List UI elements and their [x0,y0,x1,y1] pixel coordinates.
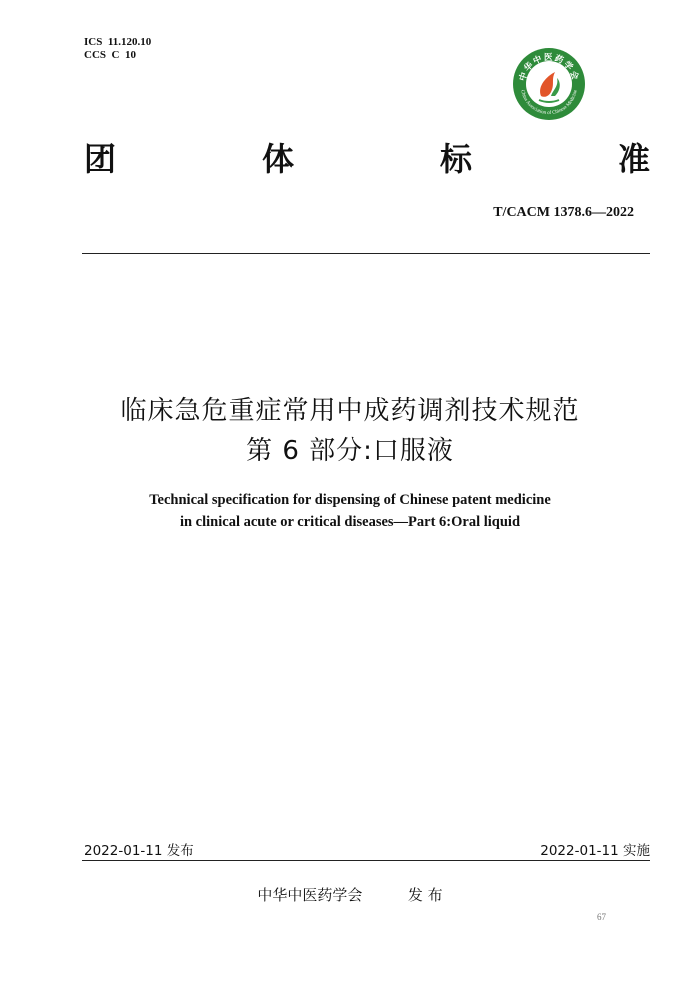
publish-date: 2022-01-11 发布 [84,843,194,859]
top-divider [82,253,650,254]
logo-text-zh: 中华中医药学会 [517,53,581,83]
doc-type-char: 准 [617,140,650,178]
doc-type-char: 团 [84,140,117,178]
issuer-action: 发 布 [407,886,443,904]
standard-number: T/CACM 1378.6—2022 [493,205,634,220]
title-en-line2: in clinical acute or critical diseases—Part 6:Oral liquid [179,514,521,530]
title-zh-line2: 第 6 部分:口服液 [246,436,454,466]
classification-codes [84,36,151,62]
association-logo [511,46,587,122]
title-en-line1: Technical specification for dispensing of Chinese patent medicine [149,492,551,508]
doc-type-char: 体 [261,140,294,178]
logo-text-en: China Association of Chinese Medicine [519,89,579,117]
document-type-heading [84,134,650,178]
doc-type-char: 标 [439,140,472,178]
implement-date: 2022-01-11 实施 [540,843,650,859]
issuer-name: 中华中医药学会 [257,886,363,904]
issuer-line [0,884,700,905]
ccs-code: CCS C 10 [84,49,136,61]
ics-code: ICS 11.120.10 [84,36,152,48]
bottom-divider [82,860,650,861]
page-number: 67 [597,912,606,922]
title-zh-line1: 临床急危重症常用中成药调剂技术规范 [120,396,580,426]
